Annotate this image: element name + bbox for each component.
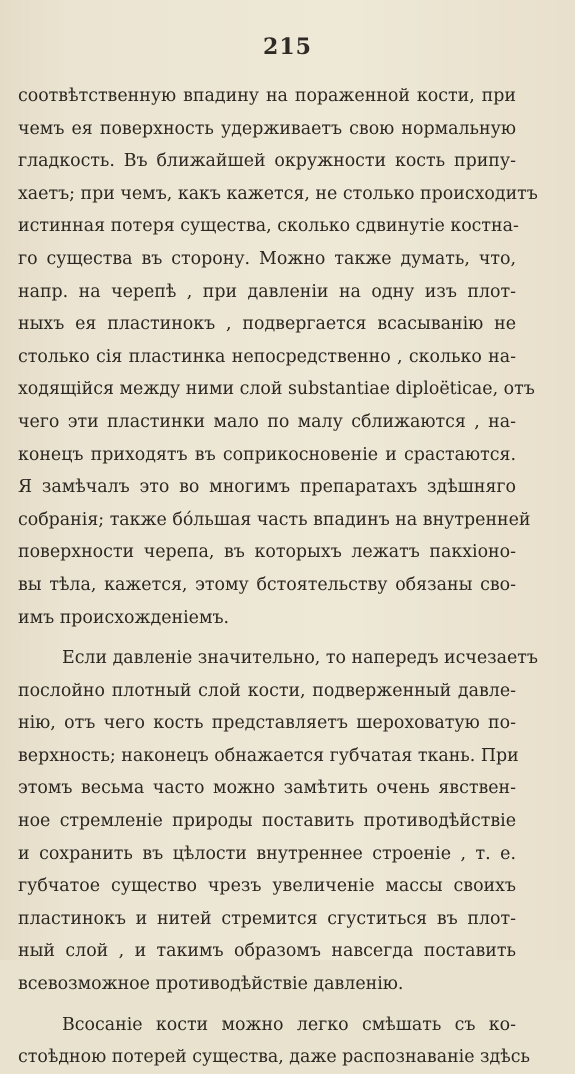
text-line: пластинокъ и нитей стремится сгуститься въ плот- xyxy=(18,908,516,929)
text-line: Всосаніе кости можно легко смѣшать съ ко- xyxy=(62,1014,516,1035)
text-line: ныхъ ея пластинокъ , подвергается всасыванію не xyxy=(18,314,516,335)
text-line: всевозможное противодѣйствіе давленію. xyxy=(18,974,404,995)
text-line: конецъ приходятъ въ соприкосновеніе и срастаются. xyxy=(18,444,516,465)
text-line: напр. на черепѣ , при давленіи на одну изъ плот- xyxy=(18,281,516,302)
text-line: вы тѣла, кажется, этому бстоятельству обязаны сво- xyxy=(18,574,516,595)
text-line: ходящійся между ними слой substantiae diploëticae, отъ xyxy=(18,379,535,400)
text-line: ный слой , и такимъ образомъ навсегда поставить xyxy=(18,941,516,962)
text-line: поверхности черепа, въ которыхъ лежатъ пакхіоно- xyxy=(18,542,516,563)
text-line: го существа въ сторону. Можно также думать, что, xyxy=(18,248,516,269)
text-line: верхность; наконецъ обнажается губчатая ткань. При xyxy=(18,745,519,766)
text-line: хаетъ; при чемъ, какъ кажется, не столько происходитъ xyxy=(18,183,538,204)
page-number: 215 xyxy=(263,34,312,60)
text-line: столько сія пластинка непосредственно , сколько на- xyxy=(18,346,516,367)
text-line: соотвѣтственную впадину на пораженной кости, при xyxy=(18,86,516,106)
text-line: ное стремленіе природы поставить противодѣйствіе xyxy=(18,811,516,832)
text-line: гладкость. Въ ближайшей окружности кость припу- xyxy=(18,151,516,172)
text-line: и сохранить въ цѣлости внутреннее строеніе , т. е. xyxy=(18,843,516,864)
text-line: чего эти пластинки мало по малу сближаются , на- xyxy=(18,411,516,432)
text-line: истинная потеря существа, сколько сдвинутіе костна- xyxy=(18,216,519,237)
text-line: имъ происхожденіемъ. xyxy=(18,607,230,628)
text-line: чемъ ея поверхность удерживаетъ свою нормальную xyxy=(18,118,516,139)
body-text xyxy=(18,80,538,1074)
text-line: Я замѣчалъ это во многимъ препаратахъ здѣшняго xyxy=(18,477,516,498)
text-line: этомъ весьма часто можно замѣтить очень явствен- xyxy=(18,778,516,799)
text-line: нію, отъ чего кость представляетъ шероховатую по- xyxy=(18,713,516,734)
text-line: губчатое существо чрезъ увеличеніе массы своихъ xyxy=(18,876,516,897)
text-line: послойно плотный слой кости, подверженный давле- xyxy=(18,680,516,701)
text-line: Если давленіе значительно, то напередъ исчезаетъ xyxy=(62,648,538,669)
text-line: стоѣдною потерей существа, даже распознаваніе здѣсь xyxy=(18,1047,530,1068)
text-line: собранія; также бóльшая часть впадинъ на внутренней xyxy=(18,509,531,530)
